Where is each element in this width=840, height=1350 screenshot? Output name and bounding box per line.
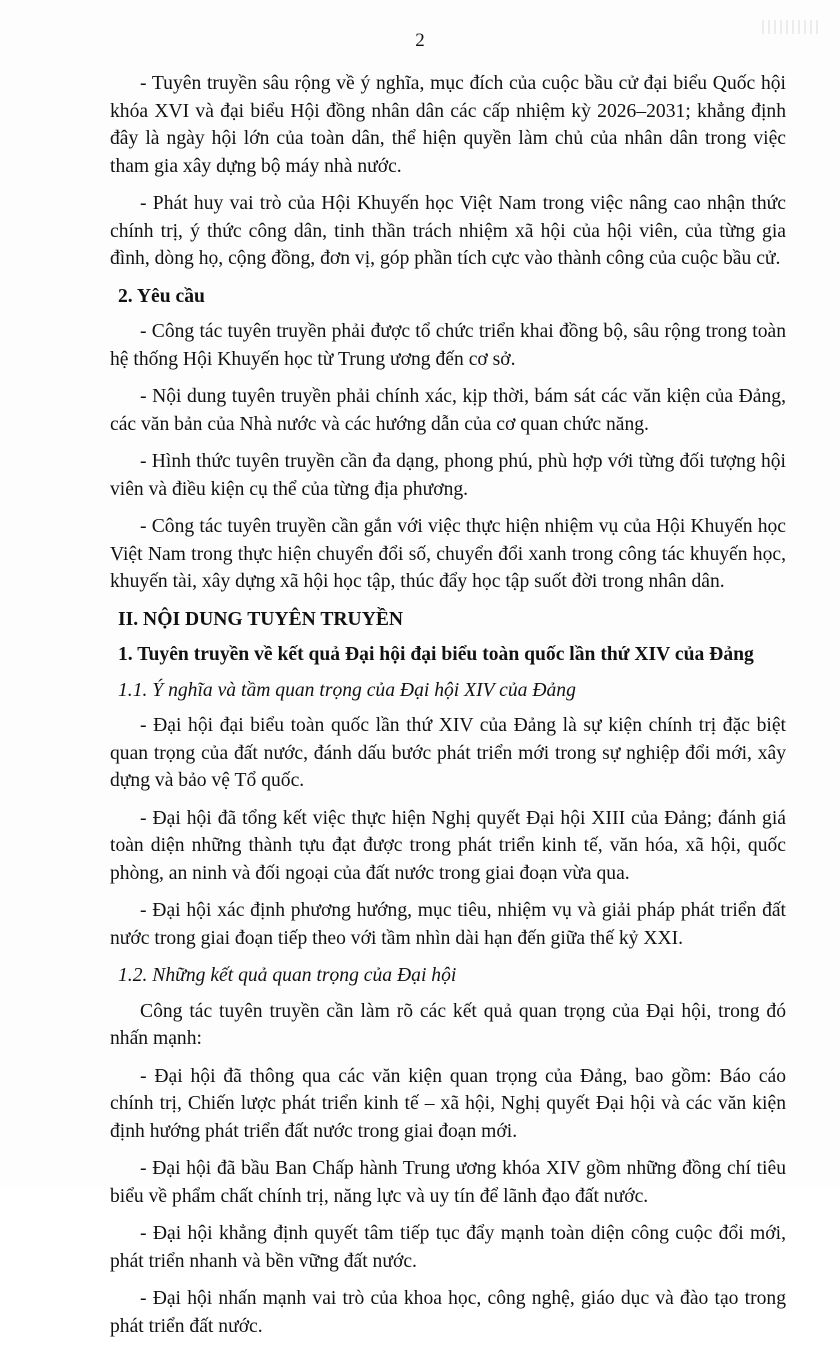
paragraph-result-1: - Đại hội đã thông qua các văn kiện quan trọng của Đảng, bao gồm: Báo cáo chính trị, Chiến lược phát triển kinh tế – xã hội, Nghị quyết Đại hội và các văn kiện định hướng phát triển đất nước trong giai đoạn mới. [110, 1065, 786, 1142]
paragraph-requirement-3: - Hình thức tuyên truyền cần đa dạng, phong phú, phù hợp với từng đối tượng hội viên và điều kiện cụ thể của từng địa phương. [110, 451, 786, 500]
document-body [110, 70, 786, 1350]
paragraph-result-2: - Đại hội đã bầu Ban Chấp hành Trung ương khóa XIV gồm những đồng chí tiêu biểu về phẩm chất chính trị, năng lực và uy tín để lãnh đạo đất nước. [110, 1158, 786, 1207]
paragraph-purpose-2: - Phát huy vai trò của Hội Khuyến học Việt Nam trong việc nâng cao nhận thức chính trị, ý thức công dân, tinh thần trách nhiệm xã hội của hội viên, của từng gia đình, dòng họ, cộng đồng, đơn vị, góp phần tích cực vào thành công của cuộc bầu cử. [110, 193, 786, 269]
paragraph-requirement-2: - Nội dung tuyên truyền phải chính xác, kịp thời, bám sát các văn kiện của Đảng, các văn bản của Nhà nước và các hướng dẫn của cơ quan chức năng. [110, 386, 786, 435]
paragraph-purpose-1: - Tuyên truyền sâu rộng về ý nghĩa, mục đích của cuộc bầu cử đại biểu Quốc hội khóa XVI và đại biểu Hội đồng nhân dân các cấp nhiệm kỳ 2026–2031; khẳng định đây là ngày hội lớn của toàn dân, thể hiện quyền làm chủ của nhân dân trong việc tham gia xây dựng bộ máy nhà nước. [110, 73, 786, 177]
heading-congress-results: 1. Tuyên truyền về kết quả Đại hội đại biểu toàn quốc lần thứ XIV của Đảng [118, 644, 754, 665]
subheading-key-results: 1.2. Những kết quả quan trọng của Đại hội [118, 965, 457, 986]
subheading-significance: 1.1. Ý nghĩa và tầm quan trọng của Đại hội XIV của Đảng [118, 679, 576, 701]
paragraph-result-4: - Đại hội nhấn mạnh vai trò của khoa học, công nghệ, giáo dục và đào tạo trong phát triển đất nước. [110, 1288, 786, 1337]
paragraph-requirement-4: - Công tác tuyên truyền cần gắn với việc thực hiện nhiệm vụ của Hội Khuyến học Việt Nam trong thực hiện chuyển đổi số, chuyển đổi xanh trong công tác khuyến học, khuyến tài, xây dựng xã hội học tập, thúc đẩy học tập suốt đời trong nhân dân. [110, 516, 786, 592]
paragraph-requirement-1: - Công tác tuyên truyền phải được tổ chức triển khai đồng bộ, sâu rộng trong toàn hệ thống Hội Khuyến học từ Trung ương đến cơ sở. [110, 321, 786, 370]
paragraph-results-intro: Công tác tuyên truyền cần làm rõ các kết quả quan trọng của Đại hội, trong đó nhấn mạnh: [110, 1000, 786, 1049]
page-number: 2 [415, 30, 425, 51]
paragraph-significance-2: - Đại hội đã tổng kết việc thực hiện Nghị quyết Đại hội XIII của Đảng; đánh giá toàn diện những thành tựu đạt được trong phát triển kinh tế, văn hóa, xã hội, quốc phòng, an ninh và đối ngoại của đất nước trong giai đoạn vừa qua. [110, 807, 786, 884]
heading-section-ii: II. NỘI DUNG TUYÊN TRUYỀN [118, 608, 404, 630]
paragraph-significance-1: - Đại hội đại biểu toàn quốc lần thứ XIV của Đảng là sự kiện chính trị đặc biệt quan trọng của đất nước, đánh dấu bước phát triển mới trong sự nghiệp đổi mới, xây dựng và bảo vệ Tổ quốc. [110, 715, 786, 791]
heading-requirements: 2. Yêu cầu [118, 285, 205, 307]
paragraph-result-3: - Đại hội khẳng định quyết tâm tiếp tục đẩy mạnh toàn diện công cuộc đổi mới, phát triển nhanh và bền vững đất nước. [110, 1223, 786, 1272]
paragraph-significance-3: - Đại hội xác định phương hướng, mục tiêu, nhiệm vụ và giải pháp phát triển đất nước trong giai đoạn tiếp theo với tầm nhìn dài hạn đến giữa thế kỷ XXI. [110, 900, 786, 949]
